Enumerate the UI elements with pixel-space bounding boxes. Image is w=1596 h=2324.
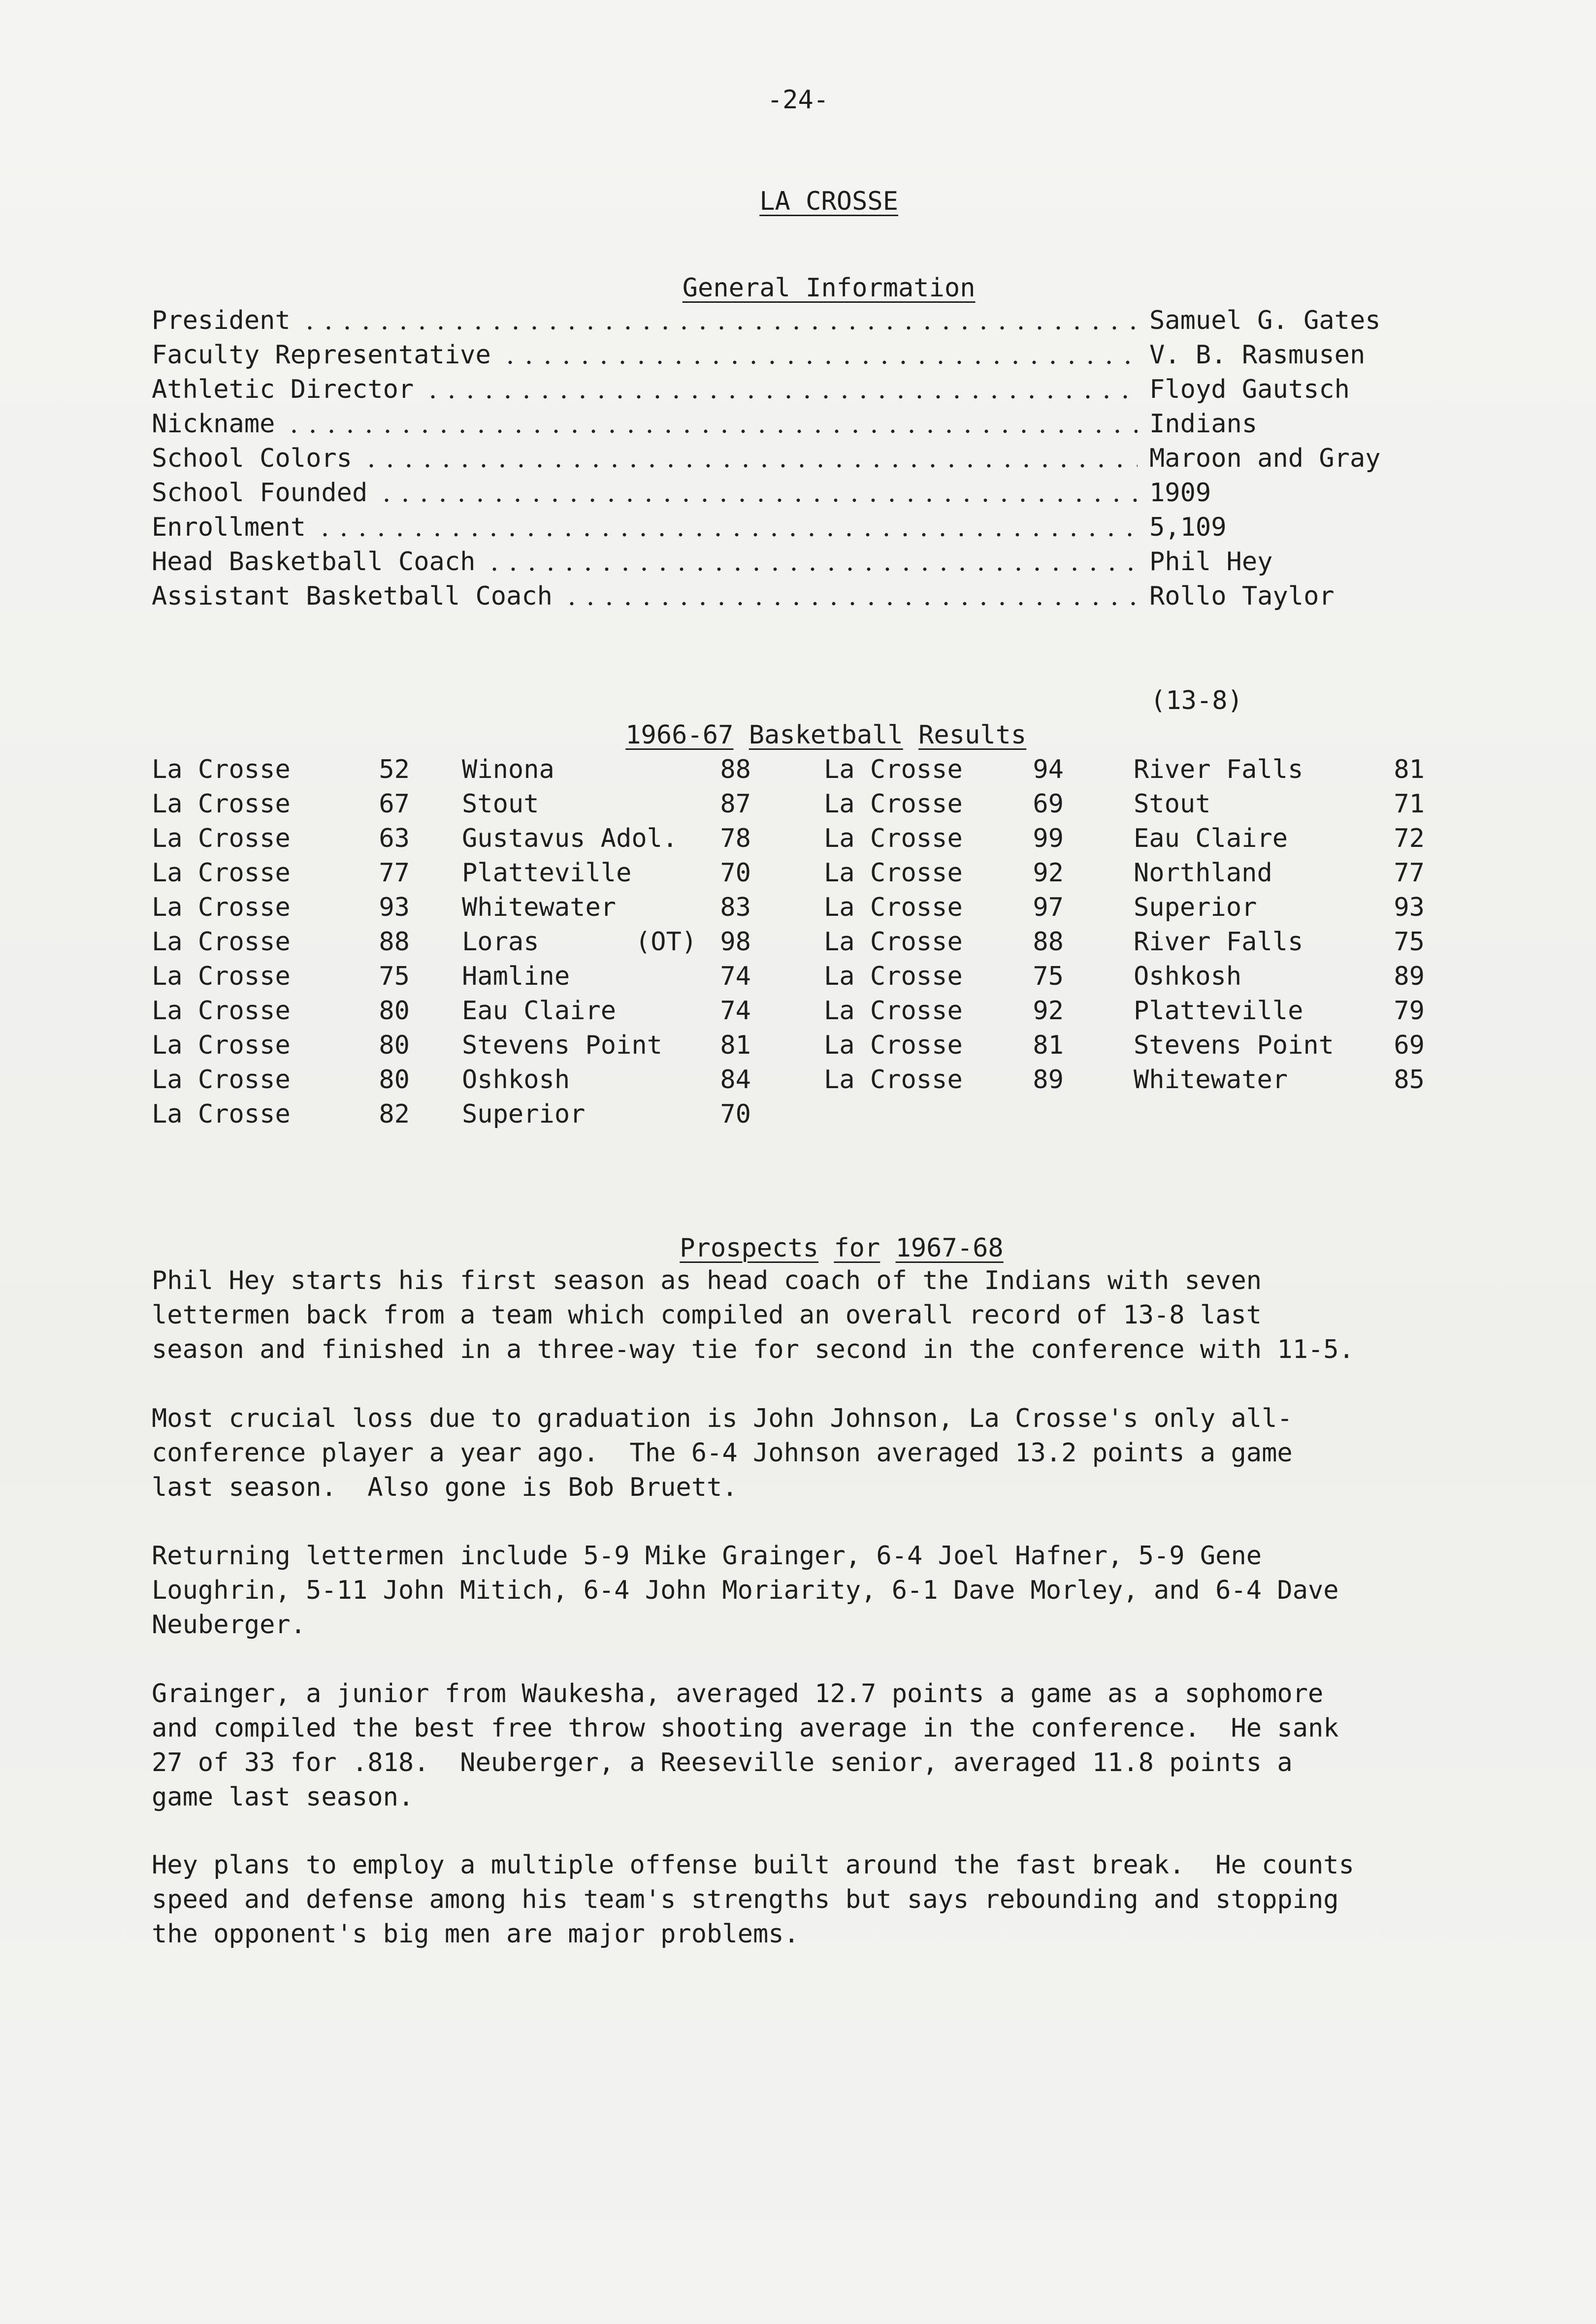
general-info-value: 5,109 xyxy=(1149,513,1227,542)
result-opponent: Whitewater xyxy=(1134,1065,1288,1095)
result-opponent: Superior xyxy=(462,1099,586,1129)
result-score: 81 xyxy=(1033,1031,1064,1060)
result-opponent-score: 71 xyxy=(1394,789,1425,819)
result-opponent-score: 87 xyxy=(720,789,751,819)
result-opponent-score: 81 xyxy=(720,1031,751,1060)
result-score: 92 xyxy=(1033,996,1064,1026)
paragraph-line: Hey plans to employ a multiple offense built around the fast break. He counts xyxy=(152,1850,1354,1880)
result-team: La Crosse xyxy=(824,789,963,819)
result-opponent-score: 84 xyxy=(720,1065,751,1095)
result-opponent-score: 79 xyxy=(1394,996,1425,1026)
result-team: La Crosse xyxy=(152,858,291,888)
paragraph-line: lettermen back from a team which compiled an overall record of 13-8 last xyxy=(152,1300,1262,1330)
result-score: 63 xyxy=(379,824,410,853)
result-team: La Crosse xyxy=(824,996,963,1026)
result-score: 80 xyxy=(379,1065,410,1095)
paragraph-line: 27 of 33 for .818. Neuberger, a Reeseville senior, averaged 11.8 points a xyxy=(152,1748,1293,1777)
result-team: La Crosse xyxy=(152,927,291,957)
result-team: La Crosse xyxy=(152,893,291,922)
result-score: 89 xyxy=(1033,1065,1064,1095)
paragraph-line: Grainger, a junior from Waukesha, averaged 12.7 points a game as a sophomore xyxy=(152,1679,1324,1709)
paragraph-line: Loughrin, 5-11 John Mitich, 6-4 John Moriarity, 6-1 Dave Morley, and 6-4 Dave xyxy=(152,1576,1339,1605)
result-team: La Crosse xyxy=(824,962,963,991)
result-team: La Crosse xyxy=(824,927,963,957)
result-opponent: River Falls xyxy=(1134,755,1303,784)
result-opponent-score: 88 xyxy=(720,755,751,784)
prospects-paragraph xyxy=(152,1401,1491,1505)
paragraph-line: season and finished in a three-way tie for second in the conference with 11-5. xyxy=(152,1335,1354,1364)
result-opponent-score: 83 xyxy=(720,893,751,922)
page-number: -24- xyxy=(767,85,829,115)
general-info-value: Samuel G. Gates xyxy=(1149,306,1381,335)
general-info-value: Phil Hey xyxy=(1149,547,1273,577)
dot-leader xyxy=(485,567,1138,571)
result-note: (OT) xyxy=(635,927,697,957)
result-opponent-score: 98 xyxy=(720,927,751,957)
result-score: 94 xyxy=(1033,755,1064,784)
paragraph-line: Neuberger. xyxy=(152,1610,306,1640)
result-score: 97 xyxy=(1033,893,1064,922)
result-score: 88 xyxy=(379,927,410,957)
paragraph-line: game last season. xyxy=(152,1782,414,1812)
result-score: 75 xyxy=(379,962,410,991)
result-score: 92 xyxy=(1033,858,1064,888)
prospects-paragraph xyxy=(152,1263,1491,1367)
result-opponent-score: 69 xyxy=(1394,1031,1425,1060)
result-team: La Crosse xyxy=(824,824,963,853)
result-opponent: Oshkosh xyxy=(1134,962,1242,991)
general-info-value: Maroon and Gray xyxy=(1149,444,1381,473)
dot-leader xyxy=(362,464,1138,468)
dot-leader xyxy=(285,429,1138,433)
result-team: La Crosse xyxy=(152,824,291,853)
result-opponent-score: 72 xyxy=(1394,824,1425,853)
result-opponent: Whitewater xyxy=(462,893,617,922)
paragraph-line: speed and defense among his team's strengths but says rebounding and stopping xyxy=(152,1885,1339,1914)
result-opponent-score: 74 xyxy=(720,996,751,1026)
result-opponent-score: 81 xyxy=(1394,755,1425,784)
result-team: La Crosse xyxy=(824,1031,963,1060)
general-info-label: Assistant Basketball Coach xyxy=(152,581,553,611)
result-opponent: Stout xyxy=(1134,789,1211,819)
result-opponent-score: 93 xyxy=(1394,893,1425,922)
result-team: La Crosse xyxy=(152,1031,291,1060)
result-score: 69 xyxy=(1033,789,1064,819)
dot-leader xyxy=(300,326,1138,330)
result-opponent-score: 78 xyxy=(720,824,751,853)
result-opponent: River Falls xyxy=(1134,927,1303,957)
result-team: La Crosse xyxy=(152,1099,291,1129)
general-info-value: Indians xyxy=(1149,409,1258,439)
result-team: La Crosse xyxy=(824,1065,963,1095)
result-score: 80 xyxy=(379,996,410,1026)
general-info-heading: General Information xyxy=(682,273,976,303)
general-info-value: 1909 xyxy=(1149,478,1211,508)
result-opponent-score: 70 xyxy=(720,1099,751,1129)
result-opponent: Eau Claire xyxy=(1134,824,1288,853)
prospects-paragraph xyxy=(152,1677,1491,1814)
result-team: La Crosse xyxy=(152,962,291,991)
result-score: 77 xyxy=(379,858,410,888)
result-opponent-score: 85 xyxy=(1394,1065,1425,1095)
result-opponent: Stevens Point xyxy=(1134,1031,1334,1060)
result-opponent: Superior xyxy=(1134,893,1257,922)
dot-leader xyxy=(562,602,1138,606)
general-info-label: Athletic Director xyxy=(152,375,414,404)
dot-leader xyxy=(423,395,1138,399)
result-score: 99 xyxy=(1033,824,1064,853)
result-opponent: Platteville xyxy=(462,858,632,888)
title-text: LA CROSSE xyxy=(759,187,898,216)
paragraph-line: the opponent's big men are major problems. xyxy=(152,1919,799,1949)
general-info-value: V. B. Rasmusen xyxy=(1149,340,1366,370)
result-score: 88 xyxy=(1033,927,1064,957)
dot-leader xyxy=(377,498,1138,502)
general-info-label: School Founded xyxy=(152,478,368,508)
paragraph-line: Returning lettermen include 5-9 Mike Grainger, 6-4 Joel Hafner, 5-9 Gene xyxy=(152,1541,1262,1571)
result-score: 67 xyxy=(379,789,410,819)
result-opponent: Stout xyxy=(462,789,539,819)
general-info-value: Rollo Taylor xyxy=(1149,581,1335,611)
result-opponent: Loras xyxy=(462,927,539,957)
paragraph-line: conference player a year ago. The 6-4 Johnson averaged 13.2 points a game xyxy=(152,1438,1293,1468)
result-score: 75 xyxy=(1033,962,1064,991)
paragraph-line: and compiled the best free throw shooting average in the conference. He sank xyxy=(152,1713,1339,1743)
paragraph-line: Phil Hey starts his first season as head coach of the Indians with seven xyxy=(152,1266,1262,1295)
result-opponent: Stevens Point xyxy=(462,1031,662,1060)
result-opponent: Gustavus Adol. xyxy=(462,824,678,853)
general-info-label: Nickname xyxy=(152,409,275,439)
general-info-label: School Colors xyxy=(152,444,352,473)
paragraph-line: last season. Also gone is Bob Bruett. xyxy=(152,1473,738,1502)
prospects-heading: Prospects for 1967-68 xyxy=(680,1233,1004,1263)
result-team: La Crosse xyxy=(824,893,963,922)
dot-leader xyxy=(316,533,1138,537)
result-opponent-score: 77 xyxy=(1394,858,1425,888)
prospects-paragraph xyxy=(152,1848,1491,1951)
result-opponent-score: 89 xyxy=(1394,962,1425,991)
result-team: La Crosse xyxy=(824,858,963,888)
result-score: 82 xyxy=(379,1099,410,1129)
paragraph-line: Most crucial loss due to graduation is John Johnson, La Crosse's only all- xyxy=(152,1404,1293,1433)
result-team: La Crosse xyxy=(152,789,291,819)
result-opponent: Platteville xyxy=(1134,996,1303,1026)
result-opponent: Eau Claire xyxy=(462,996,617,1026)
result-score: 93 xyxy=(379,893,410,922)
result-opponent: Hamline xyxy=(462,962,570,991)
general-info-label: Head Basketball Coach xyxy=(152,547,476,577)
prospects-paragraph xyxy=(152,1539,1491,1642)
result-score: 80 xyxy=(379,1031,410,1060)
result-team: La Crosse xyxy=(152,1065,291,1095)
result-opponent-score: 75 xyxy=(1394,927,1425,957)
general-info-label: Faculty Representative xyxy=(152,340,491,370)
result-opponent: Winona xyxy=(462,755,554,784)
general-info-value: Floyd Gautsch xyxy=(1149,375,1350,404)
result-opponent: Northland xyxy=(1134,858,1272,888)
result-team: La Crosse xyxy=(152,755,291,784)
result-opponent-score: 70 xyxy=(720,858,751,888)
dot-leader xyxy=(501,360,1138,364)
result-opponent-score: 74 xyxy=(720,962,751,991)
general-info-label: President xyxy=(152,306,291,335)
results-heading: 1966-67 Basketball Results xyxy=(625,720,1027,750)
result-score: 52 xyxy=(379,755,410,784)
result-opponent: Oshkosh xyxy=(462,1065,570,1095)
result-team: La Crosse xyxy=(152,996,291,1026)
result-team: La Crosse xyxy=(824,755,963,784)
season-record: (13-8) xyxy=(1150,686,1243,715)
general-info-label: Enrollment xyxy=(152,513,306,542)
